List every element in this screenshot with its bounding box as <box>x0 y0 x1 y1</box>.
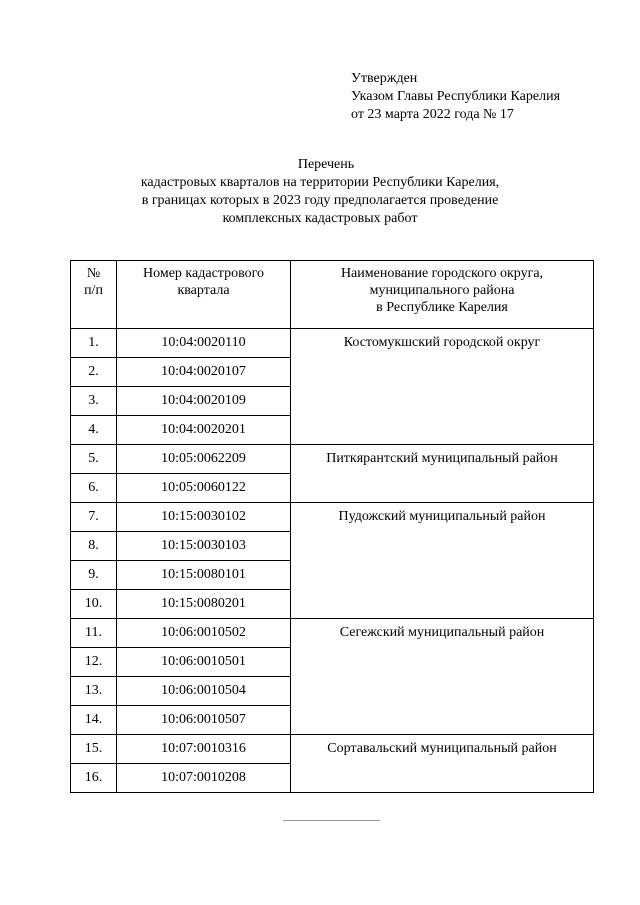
title-line: комплексных кадастровых работ <box>222 211 418 226</box>
document-title <box>0 156 640 228</box>
table-header-row <box>71 261 594 329</box>
cadastral-number: 10:06:0010501 <box>117 648 291 677</box>
header-text: п/п <box>84 283 103 298</box>
cadastral-number: 10:06:0010502 <box>117 619 291 648</box>
cadastral-number: 10:05:0060122 <box>117 474 291 503</box>
cadastral-number: 10:15:0030103 <box>117 532 291 561</box>
row-number: 11. <box>71 619 117 648</box>
title-line: в границах которых в 2023 году предполагается проведение <box>141 193 499 208</box>
cadastral-number: 10:15:0030102 <box>117 503 291 532</box>
cadastral-number: 10:05:0062209 <box>117 445 291 474</box>
cadastral-number: 10:04:0020201 <box>117 416 291 445</box>
footer-divider <box>283 820 380 821</box>
cadastral-table <box>70 260 594 793</box>
cadastral-number: 10:04:0020110 <box>117 329 291 358</box>
row-number: 9. <box>71 561 117 590</box>
header-cadastral <box>117 261 291 329</box>
header-text: Наименование городского округа, <box>340 266 544 281</box>
approval-block <box>351 70 560 124</box>
row-number: 12. <box>71 648 117 677</box>
approval-line: Указом Главы Республики Карелия <box>351 89 561 104</box>
title-line: Перечень <box>297 157 355 172</box>
row-number: 2. <box>71 358 117 387</box>
header-district <box>291 261 594 329</box>
row-number: 4. <box>71 416 117 445</box>
table-row <box>71 445 594 474</box>
cadastral-number: 10:06:0010504 <box>117 677 291 706</box>
row-number: 5. <box>71 445 117 474</box>
row-number: 6. <box>71 474 117 503</box>
approval-line: от 23 марта 2022 года № 17 <box>351 107 514 122</box>
row-number: 10. <box>71 590 117 619</box>
table-row <box>71 735 594 764</box>
row-number: 13. <box>71 677 117 706</box>
cadastral-number: 10:15:0080101 <box>117 561 291 590</box>
cadastral-number: 10:06:0010507 <box>117 706 291 735</box>
approval-line: Утвержден <box>351 71 418 86</box>
district-name: Питкярантский муниципальный район <box>291 445 594 503</box>
cadastral-number: 10:15:0080201 <box>117 590 291 619</box>
cadastral-number: 10:04:0020107 <box>117 358 291 387</box>
cadastral-number: 10:04:0020109 <box>117 387 291 416</box>
header-text: № <box>86 266 101 281</box>
header-text: муниципального района <box>369 283 515 298</box>
row-number: 1. <box>71 329 117 358</box>
table-body <box>71 329 594 793</box>
district-name: Сортавальский муниципальный район <box>291 735 594 793</box>
cadastral-number: 10:07:0010316 <box>117 735 291 764</box>
table-row <box>71 329 594 358</box>
row-number: 8. <box>71 532 117 561</box>
cadastral-number: 10:07:0010208 <box>117 764 291 793</box>
table-row <box>71 619 594 648</box>
title-line: кадастровых кварталов на территории Республики Карелия, <box>140 175 500 190</box>
row-number: 16. <box>71 764 117 793</box>
header-text: квартала <box>177 283 230 298</box>
district-name: Пудожский муниципальный район <box>291 503 594 619</box>
row-number: 14. <box>71 706 117 735</box>
header-text: в Республике Карелия <box>376 300 508 315</box>
header-text: Номер кадастрового <box>143 266 264 281</box>
district-name: Сегежский муниципальный район <box>291 619 594 735</box>
row-number: 3. <box>71 387 117 416</box>
table-row <box>71 503 594 532</box>
row-number: 7. <box>71 503 117 532</box>
header-num <box>71 261 117 329</box>
district-name: Костомукшский городской округ <box>291 329 594 445</box>
row-number: 15. <box>71 735 117 764</box>
